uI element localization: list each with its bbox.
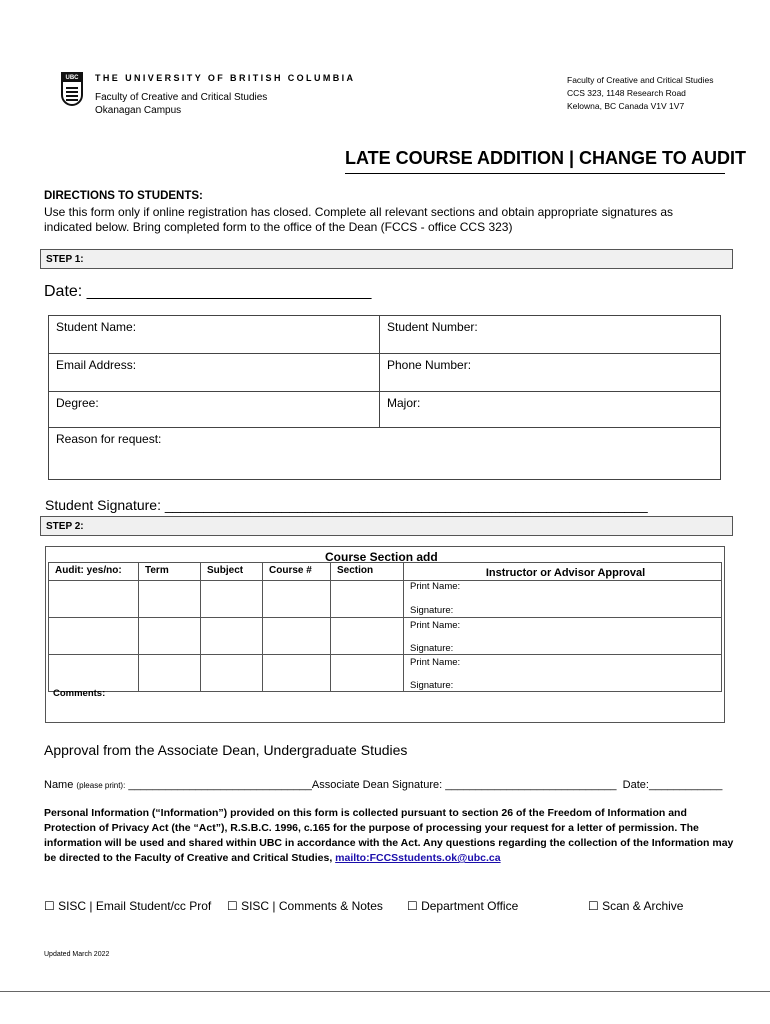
course-cell[interactable] xyxy=(263,655,331,692)
print-name-label: Print Name: xyxy=(410,581,461,592)
student-number-field[interactable]: Student Number: xyxy=(380,316,721,354)
subject-cell[interactable] xyxy=(201,618,263,655)
col-subject: Subject xyxy=(201,563,263,581)
updated-date: Updated March 2022 xyxy=(44,951,110,958)
signature-label: Signature: xyxy=(410,605,454,616)
dean-signature-blank[interactable]: ____________________________ xyxy=(442,779,617,791)
course-section-title: Course Section add xyxy=(325,550,438,564)
table-row xyxy=(49,581,722,618)
address-line-1: Faculty of Creative and Critical Studies xyxy=(567,75,714,85)
audit-cell[interactable] xyxy=(49,581,139,618)
date-blank[interactable]: ____________ xyxy=(648,779,723,791)
directions-text: Use this form only if online registration has closed. Complete all relevant sections and obtain appropriate signatures as indicated below. Bring completed form to the office of the Dean (FCCS - office CCS 323) xyxy=(44,205,674,234)
table-row xyxy=(49,655,722,692)
term-cell[interactable] xyxy=(139,655,201,692)
checkbox-department-office[interactable]: ☐ Department Office xyxy=(407,899,519,913)
col-course-number: Course # xyxy=(263,563,331,581)
campus-name: Okanagan Campus xyxy=(95,105,182,116)
major-field[interactable]: Major: xyxy=(380,392,721,428)
course-cell[interactable] xyxy=(263,581,331,618)
student-name-field[interactable]: Student Name: xyxy=(49,316,380,354)
print-name-label: Print Name: xyxy=(410,657,461,668)
section-cell[interactable] xyxy=(331,618,404,655)
table-row xyxy=(49,618,722,655)
date-label: Date: xyxy=(622,779,649,791)
logo-text: UBC xyxy=(63,74,81,82)
privacy-notice xyxy=(44,806,734,866)
col-section: Section xyxy=(331,563,404,581)
email-field[interactable]: Email Address: xyxy=(49,354,380,392)
term-cell[interactable] xyxy=(139,581,201,618)
privacy-text: Personal Information (“Information”) provided on this form is collected pursuant to section 26 of the Freedom of Information and Protection of Privacy Act (the “Act”), R.S.B.C. 1996, c.165 for the purpose of processing your request for a letter of permission. The information will be used and shared within UBC in accordance with the Act. Any questions regarding the collection of the Information may be directed to the Faculty of Creative and Critical Studies, xyxy=(44,807,734,864)
checkbox-sisc-comments[interactable]: ☐ SISC | Comments & Notes xyxy=(227,899,383,913)
student-signature-field[interactable]: Student Signature: ______________________________________________________________ xyxy=(45,497,648,513)
step1-bar: STEP 1: xyxy=(40,249,733,269)
date-field[interactable]: Date: ________________________________ xyxy=(44,283,372,300)
section-cell[interactable] xyxy=(331,581,404,618)
step2-bar: STEP 2: xyxy=(40,516,733,536)
address-line-2: CCS 323, 1148 Research Road xyxy=(567,88,686,98)
approval-cell[interactable] xyxy=(404,655,722,692)
name-hint: (please print): xyxy=(76,781,126,790)
signature-label: Signature: xyxy=(410,643,454,654)
checkbox-sisc-email[interactable]: ☐ SISC | Email Student/cc Prof xyxy=(44,899,212,913)
section-cell[interactable] xyxy=(331,655,404,692)
form-title: LATE COURSE ADDITION | CHANGE TO AUDIT xyxy=(345,148,747,168)
name-label: Name xyxy=(44,779,74,791)
phone-field[interactable]: Phone Number: xyxy=(380,354,721,392)
audit-cell[interactable] xyxy=(49,655,139,692)
title-rule xyxy=(345,173,725,174)
university-name: THE UNIVERSITY OF BRITISH COLUMBIA xyxy=(95,73,356,83)
bottom-rule xyxy=(0,991,770,992)
faculty-name: Faculty of Creative and Critical Studies xyxy=(95,92,268,103)
comments-field[interactable]: Comments: xyxy=(53,688,106,699)
approval-line[interactable] xyxy=(44,779,722,791)
contact-email-link[interactable]: mailto:FCCSstudents.ok@ubc.ca xyxy=(335,852,501,864)
col-audit: Audit: yes/no: xyxy=(49,563,139,581)
term-cell[interactable] xyxy=(139,618,201,655)
approval-cell[interactable] xyxy=(404,618,722,655)
approval-heading: Approval from the Associate Dean, Undergraduate Studies xyxy=(44,742,408,758)
audit-cell[interactable] xyxy=(49,618,139,655)
subject-cell[interactable] xyxy=(201,655,263,692)
course-table xyxy=(48,562,722,692)
reason-field[interactable]: Reason for request: xyxy=(49,428,721,480)
print-name-label: Print Name: xyxy=(410,620,461,631)
name-blank[interactable]: ______________________________ xyxy=(128,779,312,791)
dean-signature-label: Associate Dean Signature: xyxy=(311,779,443,791)
directions-heading: DIRECTIONS TO STUDENTS: xyxy=(44,190,203,202)
approval-cell[interactable] xyxy=(404,581,722,618)
address-line-3: Kelowna, BC Canada V1V 1V7 xyxy=(567,101,685,111)
degree-field[interactable]: Degree: xyxy=(49,392,380,428)
subject-cell[interactable] xyxy=(201,581,263,618)
student-info-table xyxy=(48,315,721,480)
checkbox-scan-archive[interactable]: ☐ Scan & Archive xyxy=(588,899,684,913)
signature-label: Signature: xyxy=(410,680,454,691)
col-term: Term xyxy=(139,563,201,581)
col-approval: Instructor or Advisor Approval xyxy=(404,563,722,581)
course-cell[interactable] xyxy=(263,618,331,655)
ubc-crest-logo xyxy=(61,72,83,106)
